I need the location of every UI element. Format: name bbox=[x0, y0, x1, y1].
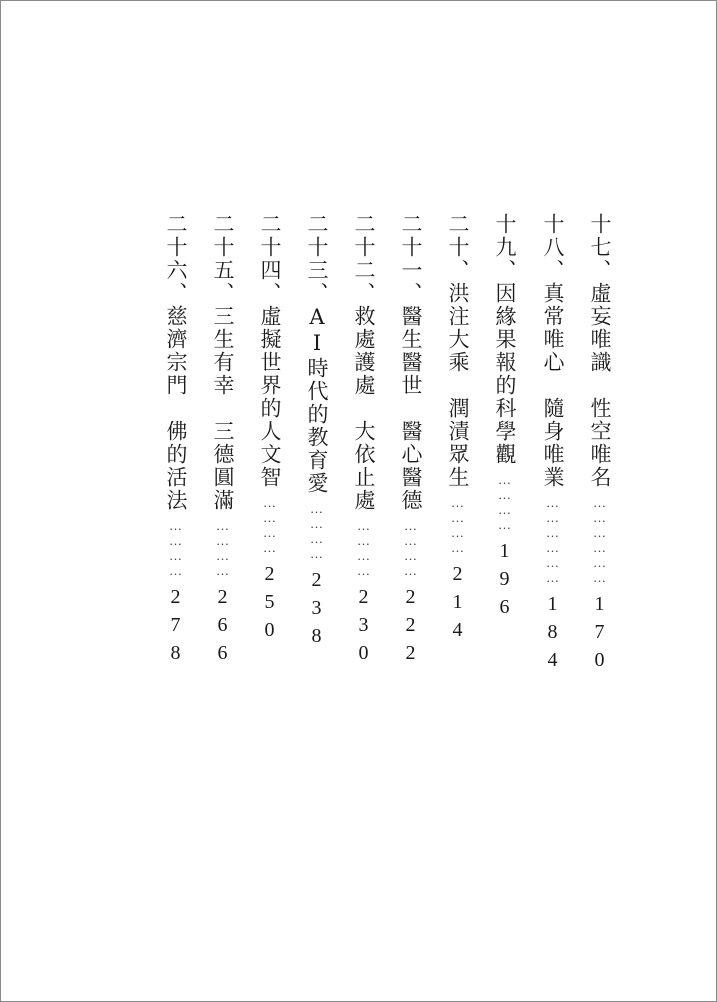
toc-leader-dots: ………… bbox=[403, 518, 418, 578]
toc-page-number: 230 bbox=[352, 586, 375, 670]
toc-page-number: 196 bbox=[493, 540, 516, 624]
toc-entry-21[interactable] bbox=[400, 213, 421, 670]
toc-entry-23[interactable] bbox=[306, 213, 327, 653]
toc-page-number: 170 bbox=[588, 593, 611, 677]
toc-leader-dots: ………… bbox=[168, 518, 183, 578]
toc-entry-title: 二十二、救處護處 大依止處 bbox=[352, 213, 376, 512]
toc-leader-dots: ……………… bbox=[545, 495, 560, 585]
toc-entry-title: 十八、真常唯心 隨身唯業 bbox=[541, 213, 565, 489]
toc-entry-title: 十七、虛妄唯識 性空唯名 bbox=[588, 213, 612, 489]
toc-entry-22[interactable] bbox=[353, 213, 374, 670]
toc-entry-title: 二十、洪注大乘 潤漬眾生 bbox=[446, 213, 470, 489]
toc-page-number: 250 bbox=[258, 563, 281, 647]
toc-page-number: 278 bbox=[164, 586, 187, 670]
toc-page-number: 222 bbox=[399, 586, 422, 670]
toc-leader-dots: ………… bbox=[497, 472, 512, 532]
toc-entry-title: 十九、因緣果報的科學觀 bbox=[493, 213, 517, 466]
table-of-contents bbox=[161, 213, 621, 773]
toc-leader-dots: ………… bbox=[309, 501, 324, 561]
toc-entry-20[interactable] bbox=[447, 213, 468, 647]
toc-page-number: 184 bbox=[541, 593, 564, 677]
toc-entry-19[interactable] bbox=[494, 213, 515, 624]
toc-page-number: 238 bbox=[305, 569, 328, 653]
toc-leader-dots: ………… bbox=[450, 495, 465, 555]
toc-page-number: 214 bbox=[446, 563, 469, 647]
toc-leader-dots: ………… bbox=[356, 518, 371, 578]
toc-entry-title: 二十一、醫生醫世 醫心醫德 bbox=[399, 213, 423, 512]
toc-leader-dots: ………… bbox=[262, 495, 277, 555]
toc-entry-title: 二十三、AI時代的教育愛 bbox=[305, 213, 329, 495]
toc-entry-17[interactable] bbox=[589, 213, 610, 677]
toc-entry-26[interactable] bbox=[165, 213, 186, 670]
toc-entry-title: 二十五、三生有幸 三德圓滿 bbox=[211, 213, 235, 512]
toc-leader-dots: ……………… bbox=[592, 495, 607, 585]
toc-entry-24[interactable] bbox=[259, 213, 280, 647]
toc-entry-title: 二十六、慈濟宗門 佛的活法 bbox=[164, 213, 188, 512]
toc-leader-dots: ………… bbox=[215, 518, 230, 578]
toc-entry-18[interactable] bbox=[542, 213, 563, 677]
toc-page-number: 266 bbox=[211, 586, 234, 670]
toc-entry-25[interactable] bbox=[212, 213, 233, 670]
toc-entry-title: 二十四、虛擬世界的人文智 bbox=[258, 213, 282, 489]
